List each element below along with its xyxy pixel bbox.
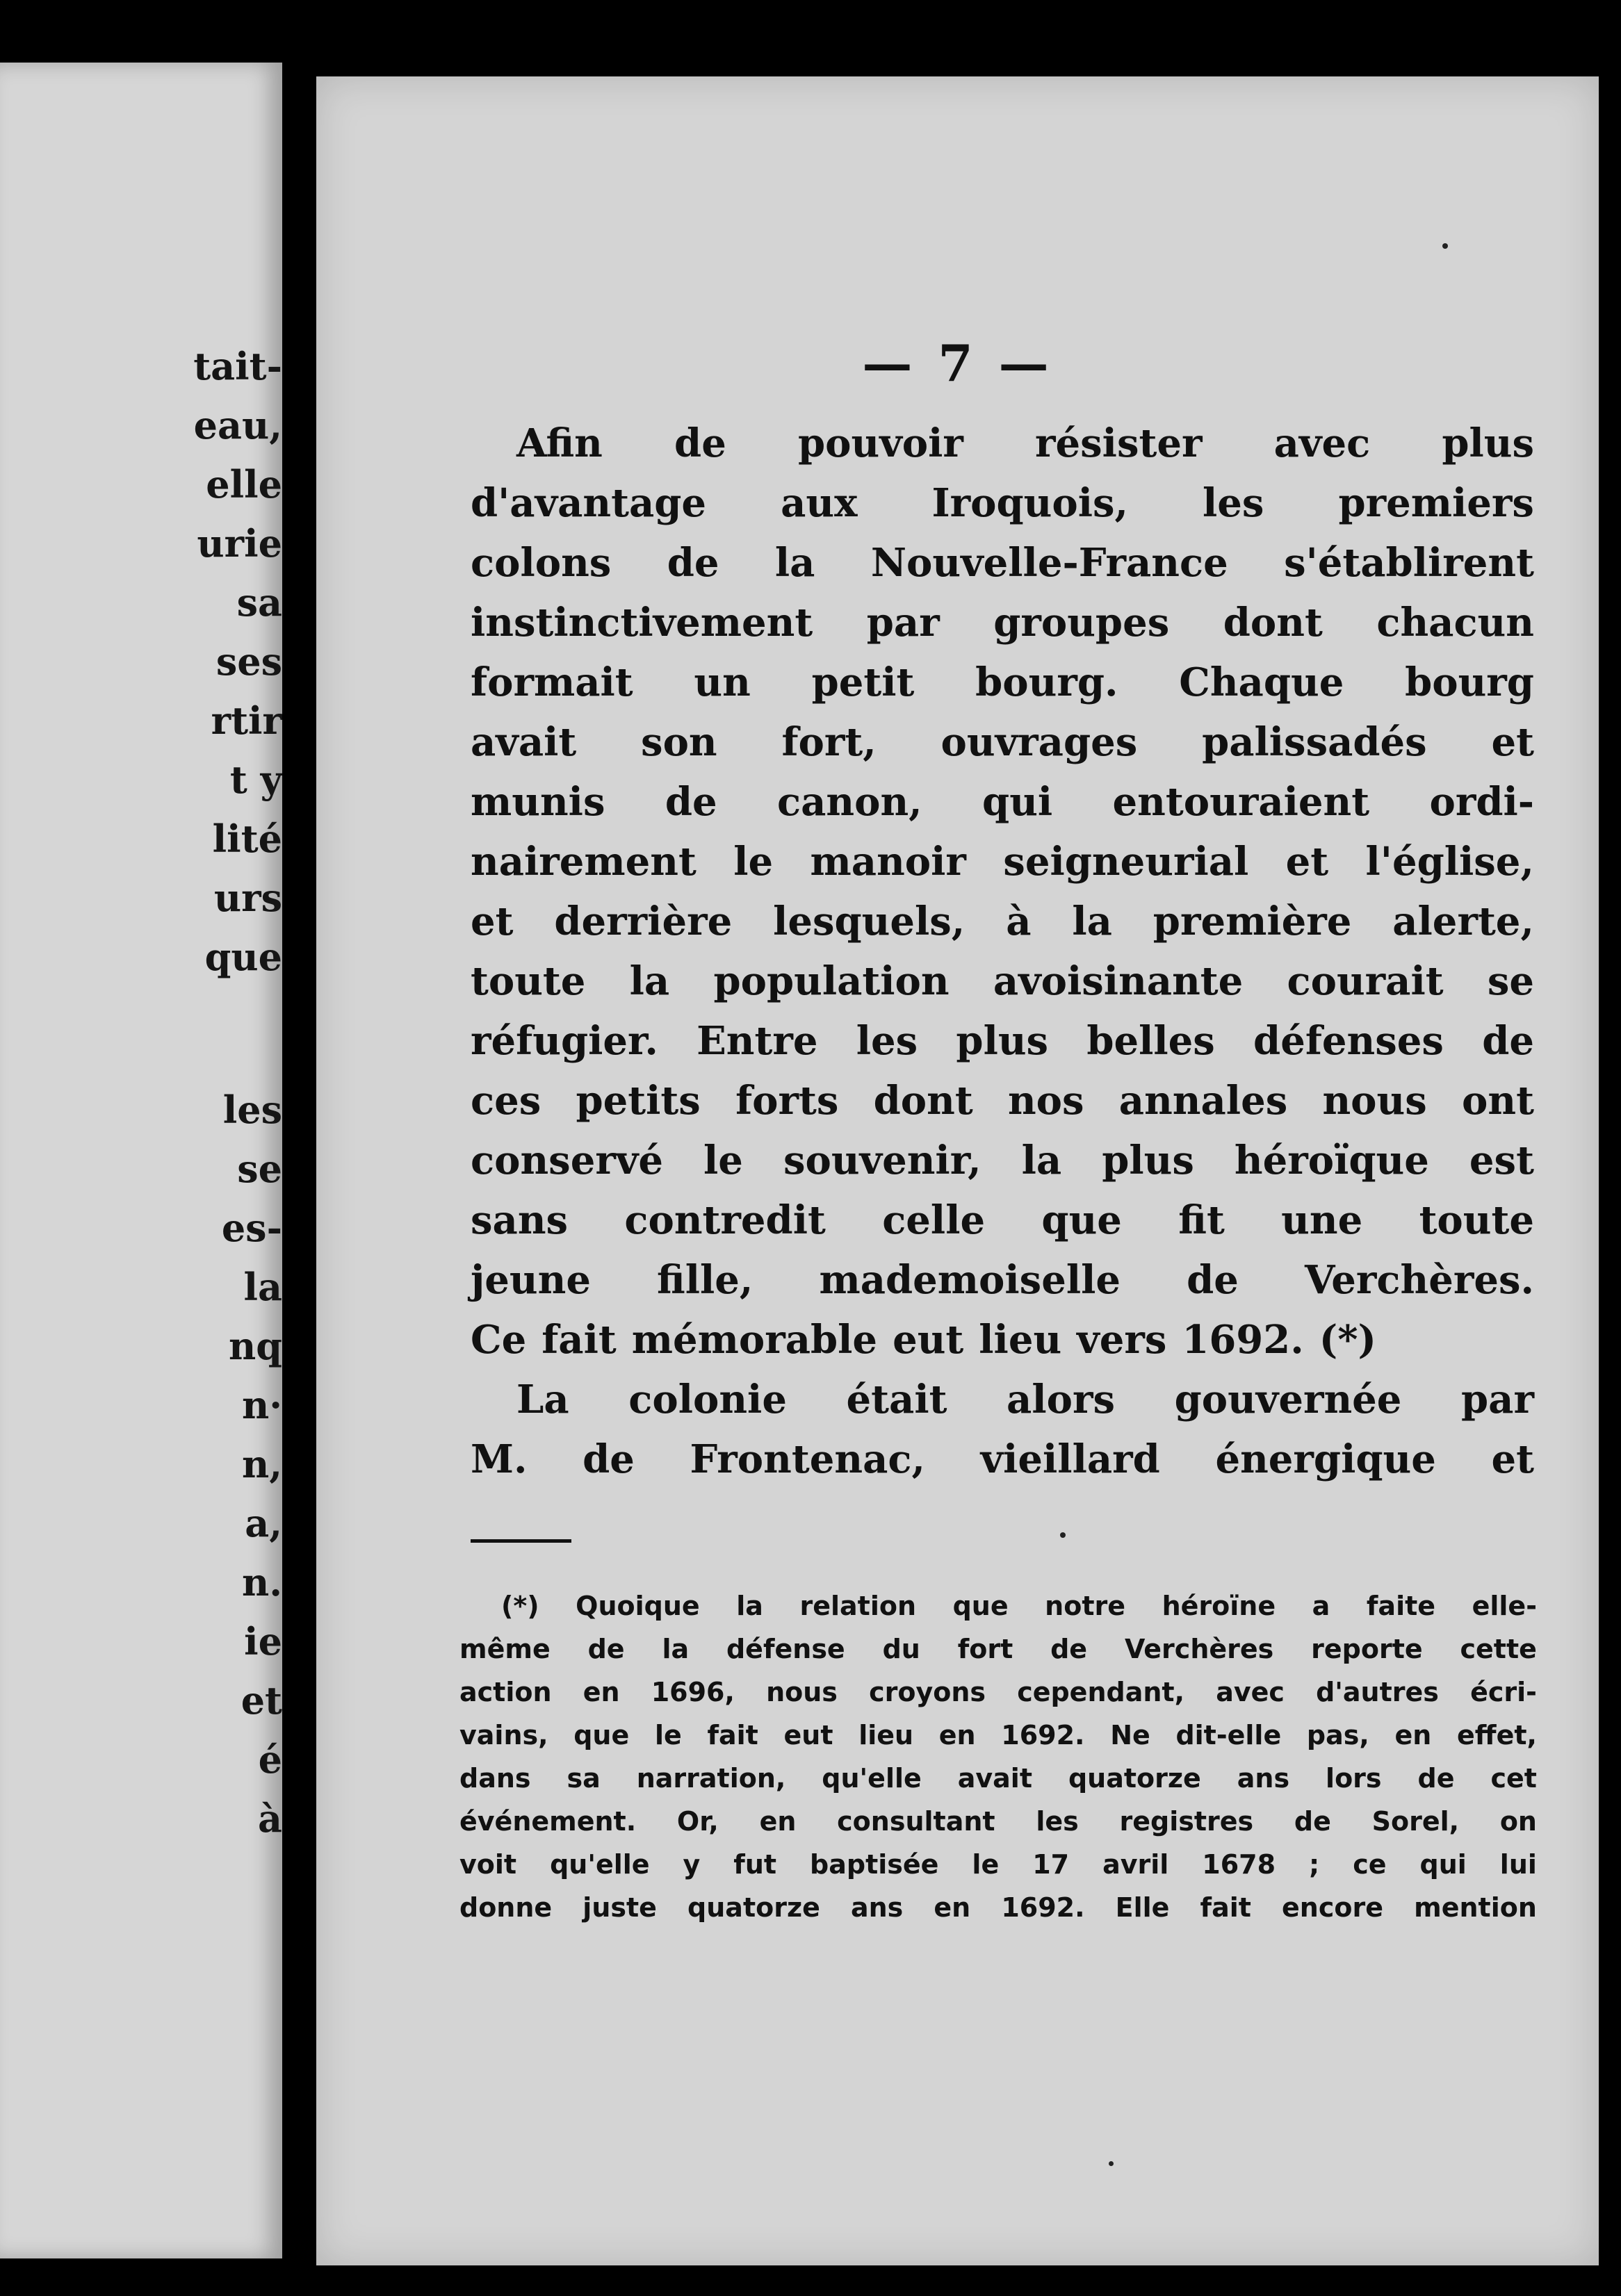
left-page-fragment: que [204,935,282,979]
left-page-fragment: ie [244,1619,282,1664]
footnote-line: donne juste quatorze ans en 1692. Elle fait encore mention [459,1892,1537,1923]
body-line: ces petits forts dont nos annales nous ont [471,1078,1534,1124]
left-page-fragment: les [222,1088,282,1132]
left-page-fragment: sa [236,580,282,625]
left-page-fragment: nq [228,1324,282,1368]
left-page-fragment: ses [215,639,282,684]
left-page-fragment: tait- [193,344,282,388]
footnote-line: (*) Quoique la relation que notre héroïne a faite elle- [501,1591,1537,1621]
body-line: d'avantage aux Iroquois, les premiers [471,480,1534,526]
body-line: Ce fait mémorable eut lieu vers 1692. (*) [471,1317,1377,1363]
left-page-fragment: rtir [211,698,282,743]
ink-speck [1442,243,1448,249]
body-line: réfugier. Entre les plus belles défenses de [471,1018,1534,1064]
body-line: et derrière lesquels, à la première alerte, [471,899,1534,944]
body-line: instinctivement par groupes dont chacun [471,600,1534,646]
left-page-fragment: se [237,1147,282,1191]
left-page-fragment: n. [241,1560,282,1605]
body-line: La colonie était alors gouvernée par [516,1377,1534,1422]
body-line: conservé le souvenir, la plus héroïque est [471,1138,1534,1183]
footnote-line: même de la défense du fort de Verchères reporte cette [459,1634,1537,1664]
left-page-edge [0,63,282,2258]
left-page-fragment: elle [206,462,282,507]
page-number: — 7 — [862,334,1053,393]
left-page-fragment: la [243,1265,282,1309]
footnote-line: vains, que le fait eut lieu en 1692. Ne dit-elle pas, en effet, [459,1720,1537,1750]
ink-speck [1109,2161,1114,2166]
footnote-line: dans sa narration, qu'elle avait quatorze ans lors de cet [459,1763,1537,1794]
left-page-fragment: eau, [193,403,282,448]
body-line: sans contredit celle que fit une toute [471,1197,1534,1243]
footnote [459,1584,1537,1929]
left-page-fragment: urs [213,876,282,920]
left-page-fragment: n, [241,1442,282,1486]
body-text [471,413,1534,1489]
body-line: M. de Frontenac, vieillard énergique et [471,1436,1534,1482]
left-page-fragment: urie [197,521,282,566]
footnote-rule [471,1539,571,1543]
left-page-fragment: t y [229,757,282,802]
body-line: toute la population avoisinante courait se [471,958,1534,1004]
left-page-fragment: lité [212,817,282,861]
left-page-fragment: é [258,1737,282,1782]
body-line: munis de canon, qui entouraient ordi- [471,779,1534,825]
body-line: Afin de pouvoir résister avec plus [516,420,1534,466]
left-page-fragment: es- [221,1206,282,1250]
left-page-fragment: n· [241,1383,282,1427]
footnote-line: action en 1696, nous croyons cependant, avec d'autres écri- [459,1677,1537,1707]
left-page-fragment: à [258,1796,282,1841]
body-line: colons de la Nouvelle-France s'établirent [471,540,1534,586]
left-page-fragment: a, [245,1501,282,1545]
left-page-fragment: et [241,1678,282,1723]
body-line: jeune fille, mademoiselle de Verchères. [471,1257,1534,1303]
footnote-line: voit qu'elle y fut baptisée le 17 avril 1678 ; ce qui lui [459,1849,1537,1880]
body-line: avait son fort, ouvrages palissadés et [471,719,1534,765]
footnote-line: événement. Or, en consultant les registres de Sorel, on [459,1806,1537,1837]
ink-speck [1060,1532,1066,1538]
book-page [316,76,1599,2265]
body-line: formait un petit bourg. Chaque bourg [471,659,1534,705]
body-line: nairement le manoir seigneurial et l'église, [471,839,1534,885]
